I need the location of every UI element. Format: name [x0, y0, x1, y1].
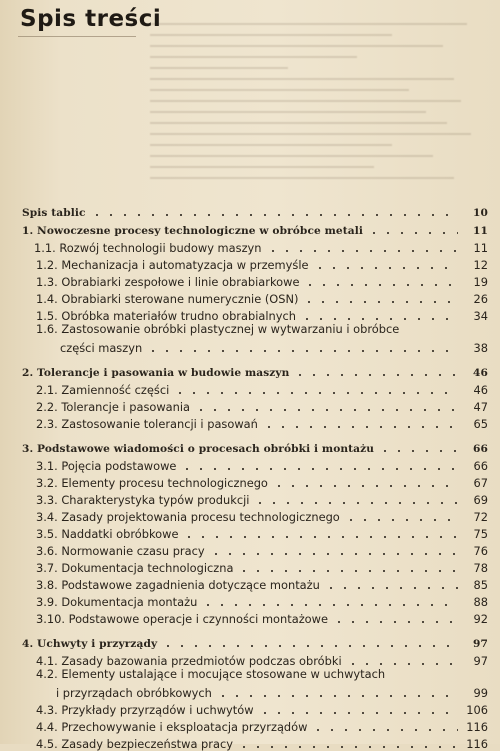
toc-entry-title: 1.6. Zastosowanie obróbki plastycznej w wytwarzaniu i obróbce: [36, 322, 400, 336]
leader-dots: [253, 492, 458, 504]
toc-entry-title: 4. Uchwyty i przyrządy: [22, 638, 158, 650]
toc-entry-title: 4.2. Elementy ustalające i mocujące stosowane w uchwytach: [36, 667, 386, 681]
toc-entry-title: 1. Nowoczesne procesy technologiczne w obróbce metali: [22, 225, 363, 237]
leader-dots: [346, 653, 458, 665]
toc-entry: [36, 611, 488, 626]
leader-dots: [332, 611, 458, 623]
toc-entry: [36, 291, 488, 306]
toc-entry-page: 76: [473, 544, 488, 558]
toc-entry-page: 97: [473, 654, 488, 668]
toc-entry: [36, 475, 488, 490]
toc-entry-title: 3.3. Charakterystyka typów produkcji: [36, 493, 250, 507]
toc-entry-title: 2.2. Tolerancje i pasowania: [36, 400, 191, 414]
leader-dots: [367, 222, 458, 234]
toc-entry: [36, 594, 488, 609]
toc-entry: [22, 440, 488, 455]
leader-dots: [313, 257, 459, 269]
toc-entry: [36, 719, 488, 734]
toc-entry-title: 3.4. Zasady projektowania procesu technologicznego: [36, 510, 340, 524]
toc-entry: [36, 577, 488, 592]
leader-dots: [324, 577, 458, 589]
leader-dots: [272, 475, 458, 487]
toc-entry: [22, 635, 488, 650]
bleed-through-text: [150, 14, 495, 204]
toc-entry-title: 1.3. Obrabiarki zespołowe i linie obrabiarkowe: [36, 275, 300, 289]
toc-entry-title: 3.9. Dokumentacja montażu: [36, 595, 198, 609]
toc-entry-page: 11: [473, 225, 488, 237]
leader-dots: [237, 560, 458, 572]
toc-entry: [36, 257, 488, 272]
toc-entry: [36, 543, 488, 558]
toc-entry-title: 3.8. Podstawowe zagadnienia dotyczące montażu: [36, 578, 320, 592]
toc-entry: [36, 492, 488, 507]
leader-dots: [302, 291, 458, 303]
leader-dots: [194, 399, 458, 411]
toc-entry: [22, 204, 488, 219]
toc-entry-page: 67: [473, 476, 488, 490]
leader-dots: [293, 364, 458, 376]
toc-entry-title: 2.3. Zastosowanie tolerancji i pasowań: [36, 417, 258, 431]
toc-entry: [22, 222, 488, 237]
toc-entry-page: 10: [473, 207, 488, 219]
leader-dots: [180, 458, 458, 470]
toc-entry-title: 4.1. Zasady bazowania przedmiotów podczas obróbki: [36, 654, 342, 668]
toc-entry-page: 65: [473, 417, 488, 431]
leader-dots: [161, 635, 458, 647]
leader-dots: [303, 274, 458, 286]
leader-dots: [266, 240, 458, 252]
toc-entry-page: 106: [466, 703, 488, 717]
toc-entry: [36, 560, 488, 575]
toc-entry: [36, 509, 488, 524]
toc-entry: [36, 382, 488, 397]
toc-entry: [36, 526, 488, 541]
leader-dots: [262, 416, 458, 428]
leader-dots: [173, 382, 458, 394]
toc-entry-page: 26: [473, 292, 488, 306]
toc-entry-page: 92: [473, 612, 488, 626]
page-title: Spis treści: [20, 6, 162, 32]
leader-dots: [237, 736, 458, 748]
toc-entry-title: 4.5. Zasady bezpieczeństwa pracy: [36, 737, 233, 751]
toc-entry-title: 2.1. Zamienność części: [36, 383, 170, 397]
toc-entry: [22, 364, 488, 379]
toc-entry-page: 46: [473, 367, 488, 379]
toc-entry-page: 72: [473, 510, 488, 524]
toc-entry-page: 88: [473, 595, 488, 609]
toc-entry-page: 38: [473, 341, 488, 355]
leader-dots: [146, 340, 458, 352]
leader-dots: [209, 543, 458, 555]
toc-entry-page: 12: [473, 258, 488, 272]
toc-entry-page: 116: [466, 720, 488, 734]
toc-entry: [36, 399, 488, 414]
toc-entry-title: 1.4. Obrabiarki sterowane numerycznie (OSN): [36, 292, 299, 306]
toc-entry: [36, 308, 488, 323]
leader-dots: [182, 526, 458, 538]
leader-dots: [216, 685, 458, 697]
toc-entry-title: 3.10. Podstawowe operacje i czynności montażowe: [36, 612, 328, 626]
toc-entry-title: 1.5. Obróbka materiałów trudno obrabialnych: [36, 309, 296, 323]
toc-entry-title: 3.6. Normowanie czasu pracy: [36, 544, 205, 558]
toc-entry-title: 3.7. Dokumentacja technologiczna: [36, 561, 234, 575]
toc-entry-page: 66: [473, 459, 488, 473]
toc-entry-page: 116: [466, 737, 488, 751]
toc-entry-page: 46: [473, 383, 488, 397]
toc-entry-page: 85: [473, 578, 488, 592]
toc-entry-page: 66: [473, 443, 488, 455]
toc-entry-page: 19: [473, 275, 488, 289]
toc-entry-title: 2. Tolerancje i pasowania w budowie maszyn: [22, 367, 290, 379]
toc-entry-page: 99: [473, 686, 488, 700]
toc-entry: [36, 702, 488, 717]
toc-entry-title: 4.4. Przechowywanie i eksploatacja przyrządów: [36, 720, 308, 734]
leader-dots: [311, 719, 458, 731]
toc-entry: [60, 340, 488, 355]
toc-entry-title: 3.1. Pojęcia podstawowe: [36, 459, 177, 473]
toc-entry-title: 1.1. Rozwój technologii budowy maszyn: [34, 241, 262, 255]
leader-dots: [300, 308, 458, 320]
toc-entry-page: 75: [473, 527, 488, 541]
toc-entry: [36, 653, 488, 668]
toc-entry-page: 11: [473, 241, 488, 255]
toc-entry: [34, 240, 488, 255]
title-divider: [18, 36, 136, 37]
toc-entry: [56, 685, 488, 700]
toc-entry-title: 3.5. Naddatki obróbkowe: [36, 527, 179, 541]
leader-dots: [378, 440, 458, 452]
leader-dots: [90, 204, 459, 216]
leader-dots: [258, 702, 458, 714]
toc-entry-page: 97: [473, 638, 488, 650]
toc-entry: [36, 416, 488, 431]
toc-entry-title: 1.2. Mechanizacja i automatyzacja w przemyśle: [36, 258, 309, 272]
toc-entry: [36, 458, 488, 473]
toc-entry-page: 78: [473, 561, 488, 575]
leader-dots: [344, 509, 458, 521]
toc-entry-page: 69: [473, 493, 488, 507]
toc-entry-title: 3.2. Elementy procesu technologicznego: [36, 476, 268, 490]
toc-entry-page: 47: [473, 400, 488, 414]
toc-entry-continuation: i przyrządach obróbkowych: [56, 686, 212, 700]
toc-entry-continuation: części maszyn: [60, 341, 143, 355]
toc-entry-title: 4.3. Przykłady przyrządów i uchwytów: [36, 703, 254, 717]
toc-entry-title: Spis tablic: [22, 207, 86, 219]
toc-entry-title: 3. Podstawowe wiadomości o procesach obróbki i montażu: [22, 443, 375, 455]
toc-entry-page: 34: [473, 309, 488, 323]
leader-dots: [201, 594, 458, 606]
toc-entry: [36, 274, 488, 289]
